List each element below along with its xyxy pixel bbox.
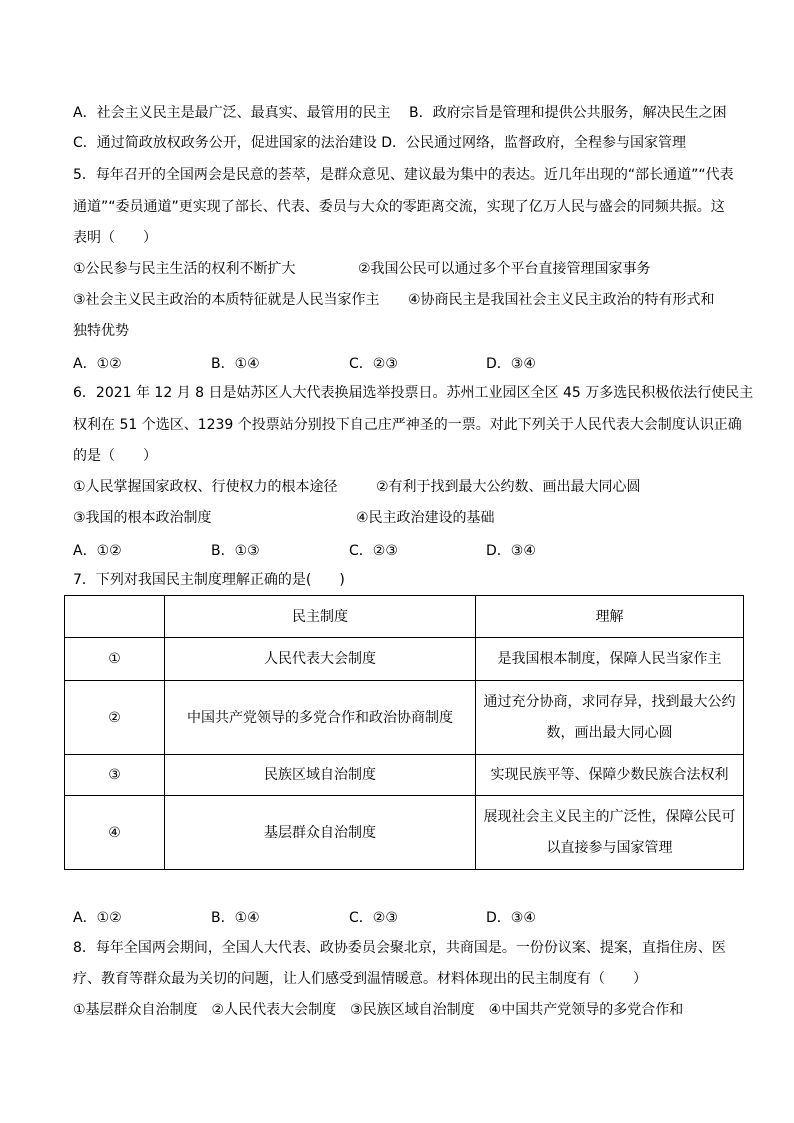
q8-stem-line2: 疗、教育等群众最为关切的问题，让人们感受到温情暖意。材料体现出的民主制度有（ ）	[73, 971, 647, 987]
row-meaning	[476, 796, 744, 870]
q6-item-1: ①人民掌握国家政权、行使权力的根本途径	[73, 479, 338, 495]
q6-item-2: ②有利于找到最大公约数、画出最大同心圆	[376, 479, 641, 495]
q7-option-c: C．②③	[349, 910, 398, 926]
q5-item-4a: ④协商民主是我国社会主义民主政治的特有形式和	[408, 292, 715, 308]
q6-option-a: A．①②	[73, 543, 122, 559]
table-row	[65, 638, 744, 681]
q5-option-c: C．②③	[349, 356, 398, 372]
row-number: ③	[65, 755, 165, 796]
q4-options-line1: A．社会主义民主是最广泛、最真实、最管用的民主 B．政府宗旨是管理和提供公共服务，解决民生之困	[73, 105, 727, 121]
table-row	[65, 755, 744, 796]
row-meaning	[476, 638, 744, 681]
q7-option-a: A．①②	[73, 910, 122, 926]
q5-item-2: ②我国公民可以通过多个平台直接管理国家事务	[358, 261, 651, 277]
q4-options-line2: C．通过简政放权政务公开，促进国家的法治建设 D．公民通过网络，监督政府，全程参与国家管理	[73, 135, 687, 151]
q5-stem-line3: 表明（ ）	[73, 230, 157, 246]
q5-item-1: ①公民参与民主生活的权利不断扩大	[73, 261, 296, 277]
q8-stem-line1: 8．每年全国两会期间，全国人大代表、政协委员会聚北京，共商国是。一份份议案、提案，直指住房、医	[73, 940, 726, 956]
row-number: ②	[65, 681, 165, 755]
q5-option-d: D．③④	[486, 356, 536, 372]
row-number: ④	[65, 796, 165, 870]
row-number: ①	[65, 638, 165, 681]
q7-stem: 7．下列对我国民主制度理解正确的是( )	[73, 572, 345, 588]
q5-option-a: A．①②	[73, 356, 122, 372]
table-row	[65, 796, 744, 870]
democratic-system-table	[64, 595, 744, 870]
row-meaning-line: 以直接参与国家管理	[546, 839, 673, 856]
q6-stem-line1: 6．2021 年 12 月 8 日是姑苏区人大代表换届选举投票日。苏州工业园区全区 45 万多选民积极依法行使民主	[73, 385, 754, 401]
row-meaning	[476, 681, 744, 755]
q7-option-d: D．③④	[486, 910, 536, 926]
q7-option-b: B．①④	[211, 910, 260, 926]
table-header-meaning: 理解	[476, 596, 744, 638]
row-system: 基层群众自治制度	[165, 796, 476, 870]
q5-stem-line2: 通道”“委员通道”更实现了部长、代表、委员与大众的零距离交流，实现了亿万人民与盛会的同频共振。这	[73, 199, 725, 215]
row-meaning	[476, 755, 744, 796]
row-meaning-line: 数，画出最大同心圆	[546, 724, 673, 741]
table-header-row	[65, 596, 744, 638]
q5-item-4b: 独特优势	[73, 323, 129, 339]
q6-option-b: B．①③	[211, 543, 260, 559]
q6-item-3: ③我国的根本政治制度	[73, 510, 212, 526]
q5-item-3: ③社会主义民主政治的本质特征就是人民当家作主	[73, 292, 380, 308]
row-meaning-line: 实现民族平等、保障少数民族合法权利	[490, 767, 729, 783]
row-meaning-line: 展现社会主义民主的广泛性，保障公民可	[483, 808, 736, 825]
q8-items-line: ①基层群众自治制度 ②人民代表大会制度 ③民族区域自治制度 ④中国共产党领导的多党合作和	[73, 1002, 684, 1018]
table-header-system: 民主制度	[165, 596, 476, 638]
q6-option-d: D．③④	[486, 543, 536, 559]
q5-option-b: B．①④	[211, 356, 260, 372]
table-header-num	[65, 596, 165, 638]
row-system: 中国共产党领导的多党合作和政治协商制度	[165, 681, 476, 755]
table-row	[65, 681, 744, 755]
q5-stem-line1: 5．每年召开的全国两会是民意的荟萃，是群众意见、建议最为集中的表达。近几年出现的“部长通道”“代表	[73, 167, 734, 183]
row-system: 民族区域自治制度	[165, 755, 476, 796]
q6-stem-line3: 的是（ ）	[73, 448, 157, 464]
q6-stem-line2: 权利在 51 个选区、1239 个投票站分别投下自己庄严神圣的一票。对此下列关于人民代表大会制度认识正确	[73, 417, 742, 433]
row-system: 人民代表大会制度	[165, 638, 476, 681]
q6-item-4: ④民主政治建设的基础	[356, 510, 495, 526]
q6-option-c: C．②③	[349, 543, 398, 559]
row-meaning-line: 通过充分协商，求同存异，找到最大公约	[483, 693, 736, 710]
row-meaning-line: 是我国根本制度，保障人民当家作主	[497, 651, 722, 667]
